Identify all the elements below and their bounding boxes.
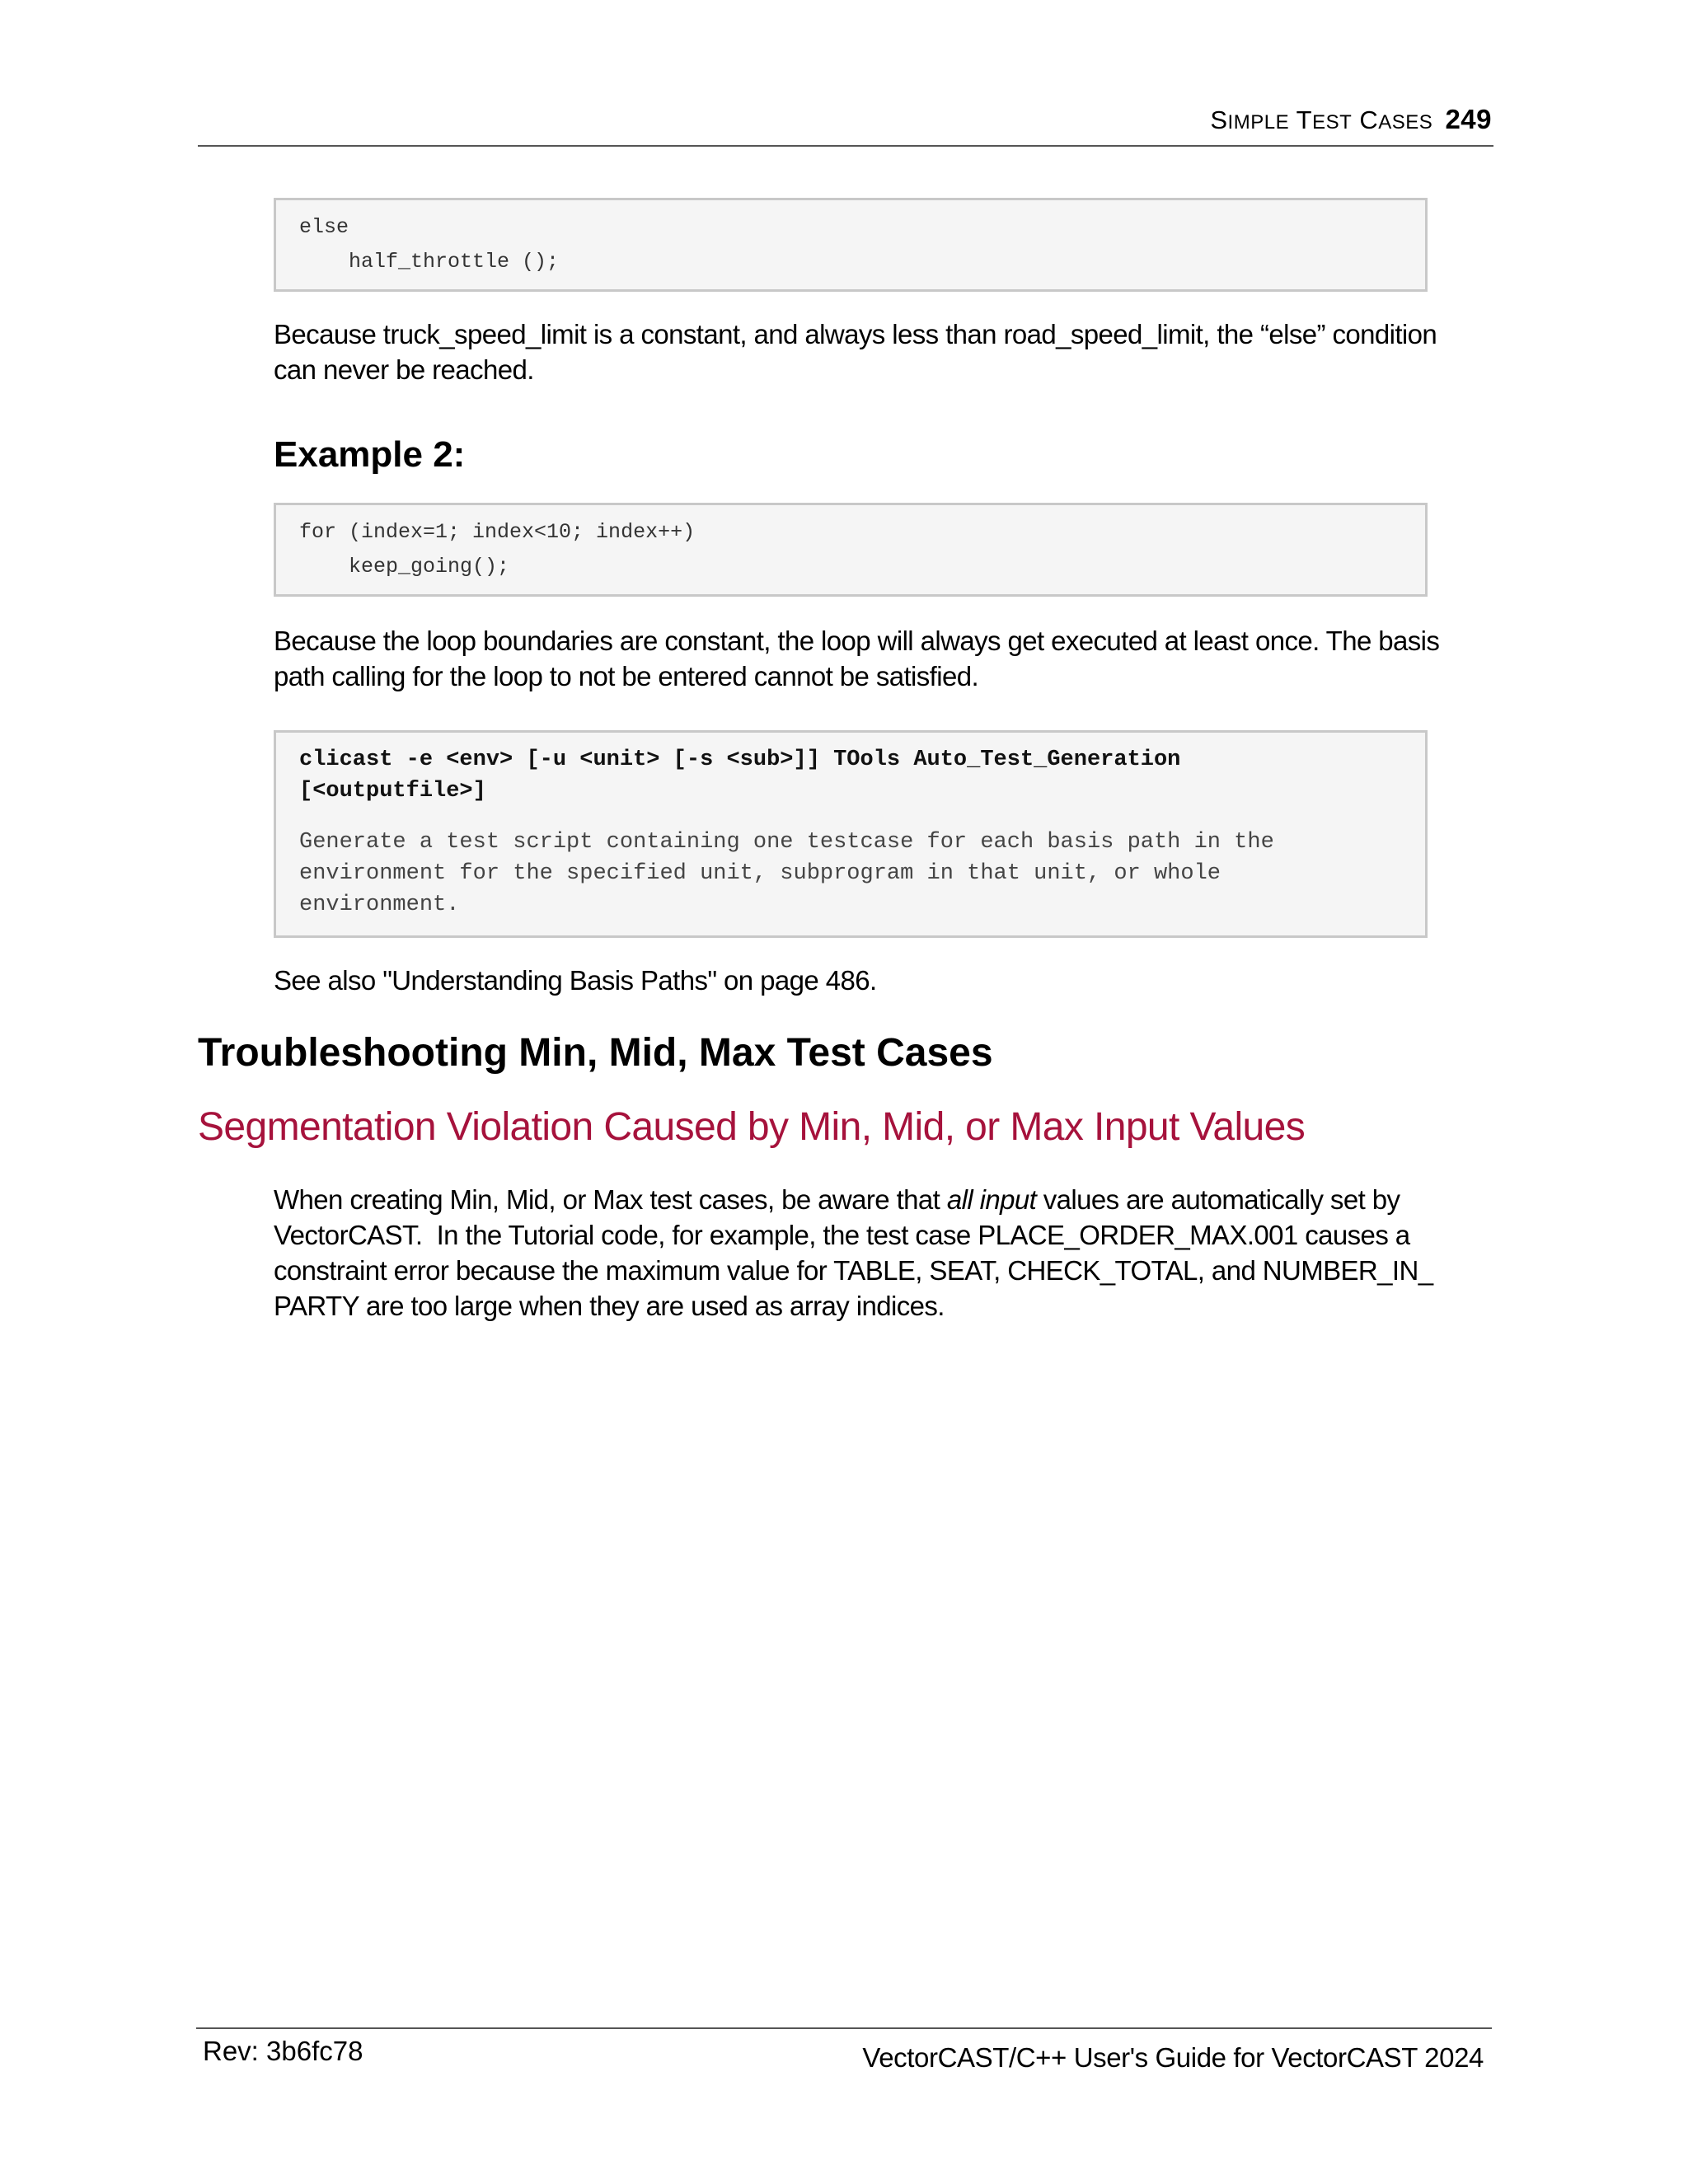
- paragraph-line: VectorCAST. In the Tutorial code, for example, the test case PLACE_ORDER_MAX.001 causes a: [274, 1220, 1410, 1250]
- command-description-line: Generate a test script containing one testcase for each basis path in the: [299, 830, 1274, 855]
- code-block-else: [274, 198, 1428, 292]
- example-heading: Example 2:: [274, 434, 466, 475]
- command-description-line: environment.: [299, 893, 460, 917]
- section-heading: Troubleshooting Min, Mid, Max Test Cases: [198, 1031, 993, 1075]
- header-title-rest: EST: [1312, 111, 1353, 134]
- command-block: [274, 730, 1428, 938]
- code-block-for-loop: [274, 503, 1428, 597]
- text-run: values are automatically set by: [1036, 1184, 1400, 1215]
- see-also-reference: See also "Understanding Basis Paths" on page 486.: [274, 965, 877, 996]
- code-line: half_throttle ();: [299, 250, 560, 274]
- paragraph-loop-boundaries: [274, 623, 1493, 694]
- paragraph-line: path calling for the loop to not be entered cannot be satisfied.: [274, 661, 979, 691]
- header-title-letter: S: [1210, 105, 1228, 134]
- paragraph-line: [274, 1182, 1493, 1217]
- text-run: When creating Min, Mid, or Max test cases, be aware that: [274, 1184, 947, 1215]
- paragraph-line: constraint error because the maximum value for TABLE, SEAT, CHECK_TOTAL, and NUMBER_IN_: [274, 1255, 1433, 1286]
- page-number: 249: [1445, 104, 1492, 134]
- header-title-letter: C: [1359, 105, 1379, 134]
- footer-guide-title: VectorCAST/C++ User's Guide for VectorCAST 2024: [862, 2042, 1484, 2073]
- paragraph-line: can never be reached.: [274, 354, 534, 385]
- code-line: else: [299, 215, 349, 239]
- paragraph-line: Because the loop boundaries are constant, the loop will always get executed at least once. The basis: [274, 626, 1440, 656]
- header-title-rest: ASES: [1378, 111, 1433, 134]
- paragraph-line: Because truck_speed_limit is a constant, and always less than road_speed_limit, the “else” condition: [274, 319, 1437, 349]
- header-divider: [198, 145, 1493, 147]
- footer-revision: Rev: 3b6fc78: [203, 2036, 363, 2066]
- command-syntax-line: [<outputfile>]: [299, 779, 486, 804]
- paragraph-truck-speed: [274, 316, 1493, 387]
- command-syntax-line: clicast -e <env> [-u <unit> [-s <sub>]] TOols Auto_Test_Generation: [299, 748, 1181, 772]
- code-line: keep_going();: [299, 555, 510, 579]
- paragraph-line: PARTY are too large when they are used as array indices.: [274, 1291, 945, 1321]
- paragraph-min-mid-max: [274, 1182, 1493, 1324]
- running-header: [198, 104, 1492, 135]
- header-title-rest: IMPLE: [1227, 111, 1290, 134]
- footer-divider: [196, 2027, 1492, 2029]
- header-title-letter: T: [1296, 105, 1313, 134]
- code-line: for (index=1; index<10; index++): [299, 520, 696, 544]
- subsection-heading: Segmentation Violation Caused by Min, Mid, or Max Input Values: [198, 1105, 1306, 1149]
- command-description-line: environment for the specified unit, subprogram in that unit, or whole: [299, 861, 1221, 886]
- emphasis-text: all input: [946, 1184, 1037, 1215]
